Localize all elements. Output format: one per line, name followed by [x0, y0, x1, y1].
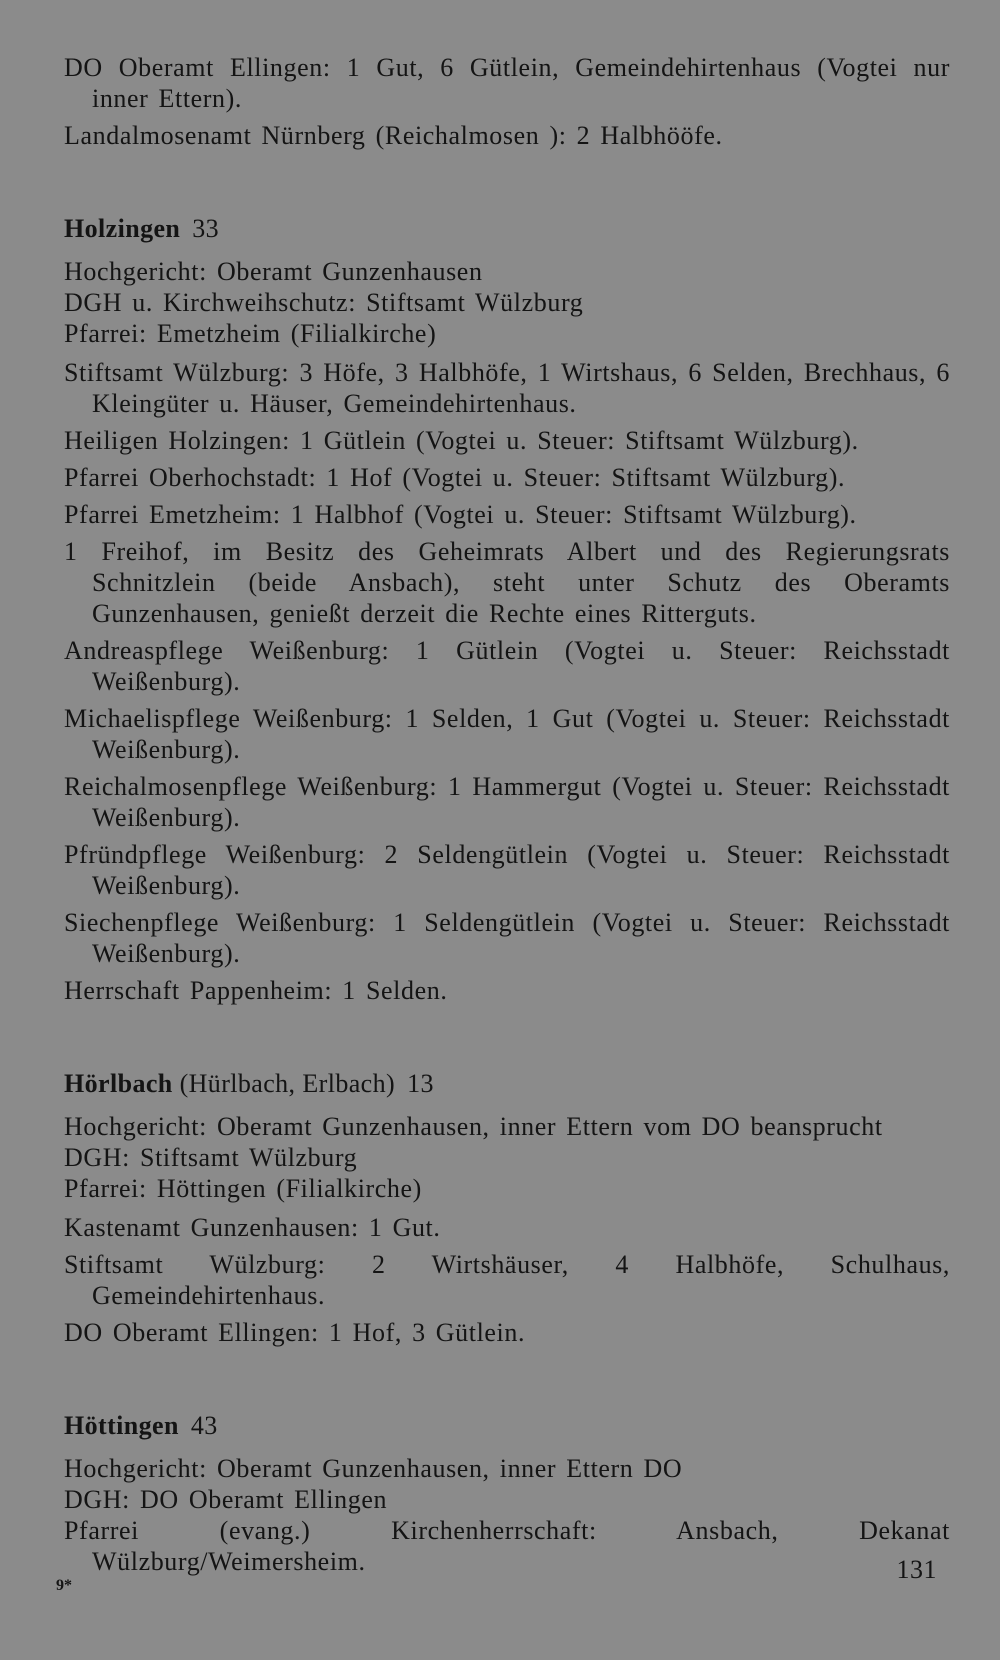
holding-entry: Michaelispflege Weißenburg: 1 Selden, 1 Gut (Vogtei u. Steuer: Reichsstadt Weißenburg). [64, 704, 950, 764]
section-hoerlbach [64, 1068, 950, 1348]
holding-entry: Andreaspflege Weißenburg: 1 Gütlein (Vogtei u. Steuer: Reichsstadt Weißenburg). [64, 636, 950, 696]
holding-entry: DO Oberamt Ellingen: 1 Hof, 3 Gütlein. [64, 1318, 526, 1347]
section-hoettingen [64, 1410, 950, 1577]
jurisdiction-line: DGH: DO Oberamt Ellingen [64, 1485, 388, 1514]
jurisdiction-block [64, 1453, 950, 1577]
holding-entry: Siechenpflege Weißenburg: 1 Seldengütlein (Vogtei u. Steuer: Reichsstadt Weißenburg). [64, 908, 950, 968]
place-name: Hörlbach [64, 1069, 173, 1098]
holding-entry: Pfarrei Emetzheim: 1 Halbhof (Vogtei u. Steuer: Stiftsamt Wülzburg). [64, 500, 857, 529]
document-page [64, 52, 950, 1585]
page-number: 131 [896, 1555, 937, 1584]
section-heading [64, 213, 950, 244]
section-heading [64, 1068, 950, 1099]
place-alt-names: (Hürlbach, Erlbach) [179, 1069, 396, 1098]
holding-entry: Reichalmosenpflege Weißenburg: 1 Hammergut (Vogtei u. Steuer: Reichsstadt Weißenburg). [64, 772, 950, 832]
holding-entry: Stiftsamt Wülzburg: 2 Wirtshäuser, 4 Halbhöfe, Schulhaus, Gemeindehirtenhaus. [64, 1250, 950, 1310]
place-name: Höttingen [64, 1411, 179, 1440]
jurisdiction-line: Hochgericht: Oberamt Gunzenhausen [64, 257, 483, 286]
holding-entry: Kastenamt Gunzenhausen: 1 Gut. [64, 1213, 441, 1242]
jurisdiction-line: Hochgericht: Oberamt Gunzenhausen, inner Ettern vom DO beansprucht [64, 1112, 883, 1141]
intro-line: Landalmosenamt Nürnberg (Reichalmosen ): 2 Halbhööfe. [64, 121, 723, 150]
place-count: 13 [407, 1069, 434, 1098]
holding-entry: Stiftsamt Wülzburg: 3 Höfe, 3 Halbhöfe, 1 Wirtshaus, 6 Selden, Brechhaus, 6 Kleingüter u. Häuser, Gemeindehirtenhaus. [64, 358, 950, 418]
intro-section [64, 52, 950, 151]
holding-entry: Herrschaft Pappenheim: 1 Selden. [64, 976, 448, 1005]
jurisdiction-line: Hochgericht: Oberamt Gunzenhausen, inner Ettern DO [64, 1454, 683, 1483]
jurisdiction-line: Pfarrei: Emetzheim (Filialkirche) [64, 319, 437, 348]
intro-line: DO Oberamt Ellingen: 1 Gut, 6 Gütlein, Gemeindehirtenhaus (Vogtei nur inner Ettern). [64, 53, 950, 113]
jurisdiction-line: DGH u. Kirchweihschutz: Stiftsamt Wülzburg [64, 288, 584, 317]
jurisdiction-block [64, 256, 950, 349]
signature-mark: 9* [56, 1577, 72, 1594]
holding-entry: Pfarrei Oberhochstadt: 1 Hof (Vogtei u. Steuer: Stiftsamt Wülzburg). [64, 463, 846, 492]
section-holzingen [64, 213, 950, 1006]
holding-entry: Pfründpflege Weißenburg: 2 Seldengütlein (Vogtei u. Steuer: Reichsstadt Weißenburg). [64, 840, 950, 900]
place-name: Holzingen [64, 214, 181, 243]
jurisdiction-line: Pfarrei: Höttingen (Filialkirche) [64, 1174, 422, 1203]
jurisdiction-line: DGH: Stiftsamt Wülzburg [64, 1143, 358, 1172]
place-count: 43 [190, 1411, 218, 1440]
jurisdiction-block [64, 1111, 950, 1204]
place-count: 33 [192, 214, 220, 243]
section-heading [64, 1410, 950, 1441]
holding-entry: 1 Freihof, im Besitz des Geheimrats Albert und des Regierungsrats Schnitzlein (beide Ansbach), steht unter Schutz des Oberamts Gunzenhausen, genießt derzeit die Rechte eines Ritterguts. [64, 537, 950, 628]
jurisdiction-line: Pfarrei (evang.) Kirchenherrschaft: Ansbach, Dekanat Wülzburg/Weimersheim. [64, 1516, 950, 1576]
holding-entry: Heiligen Holzingen: 1 Gütlein (Vogtei u. Steuer: Stiftsamt Wülzburg). [64, 426, 859, 455]
